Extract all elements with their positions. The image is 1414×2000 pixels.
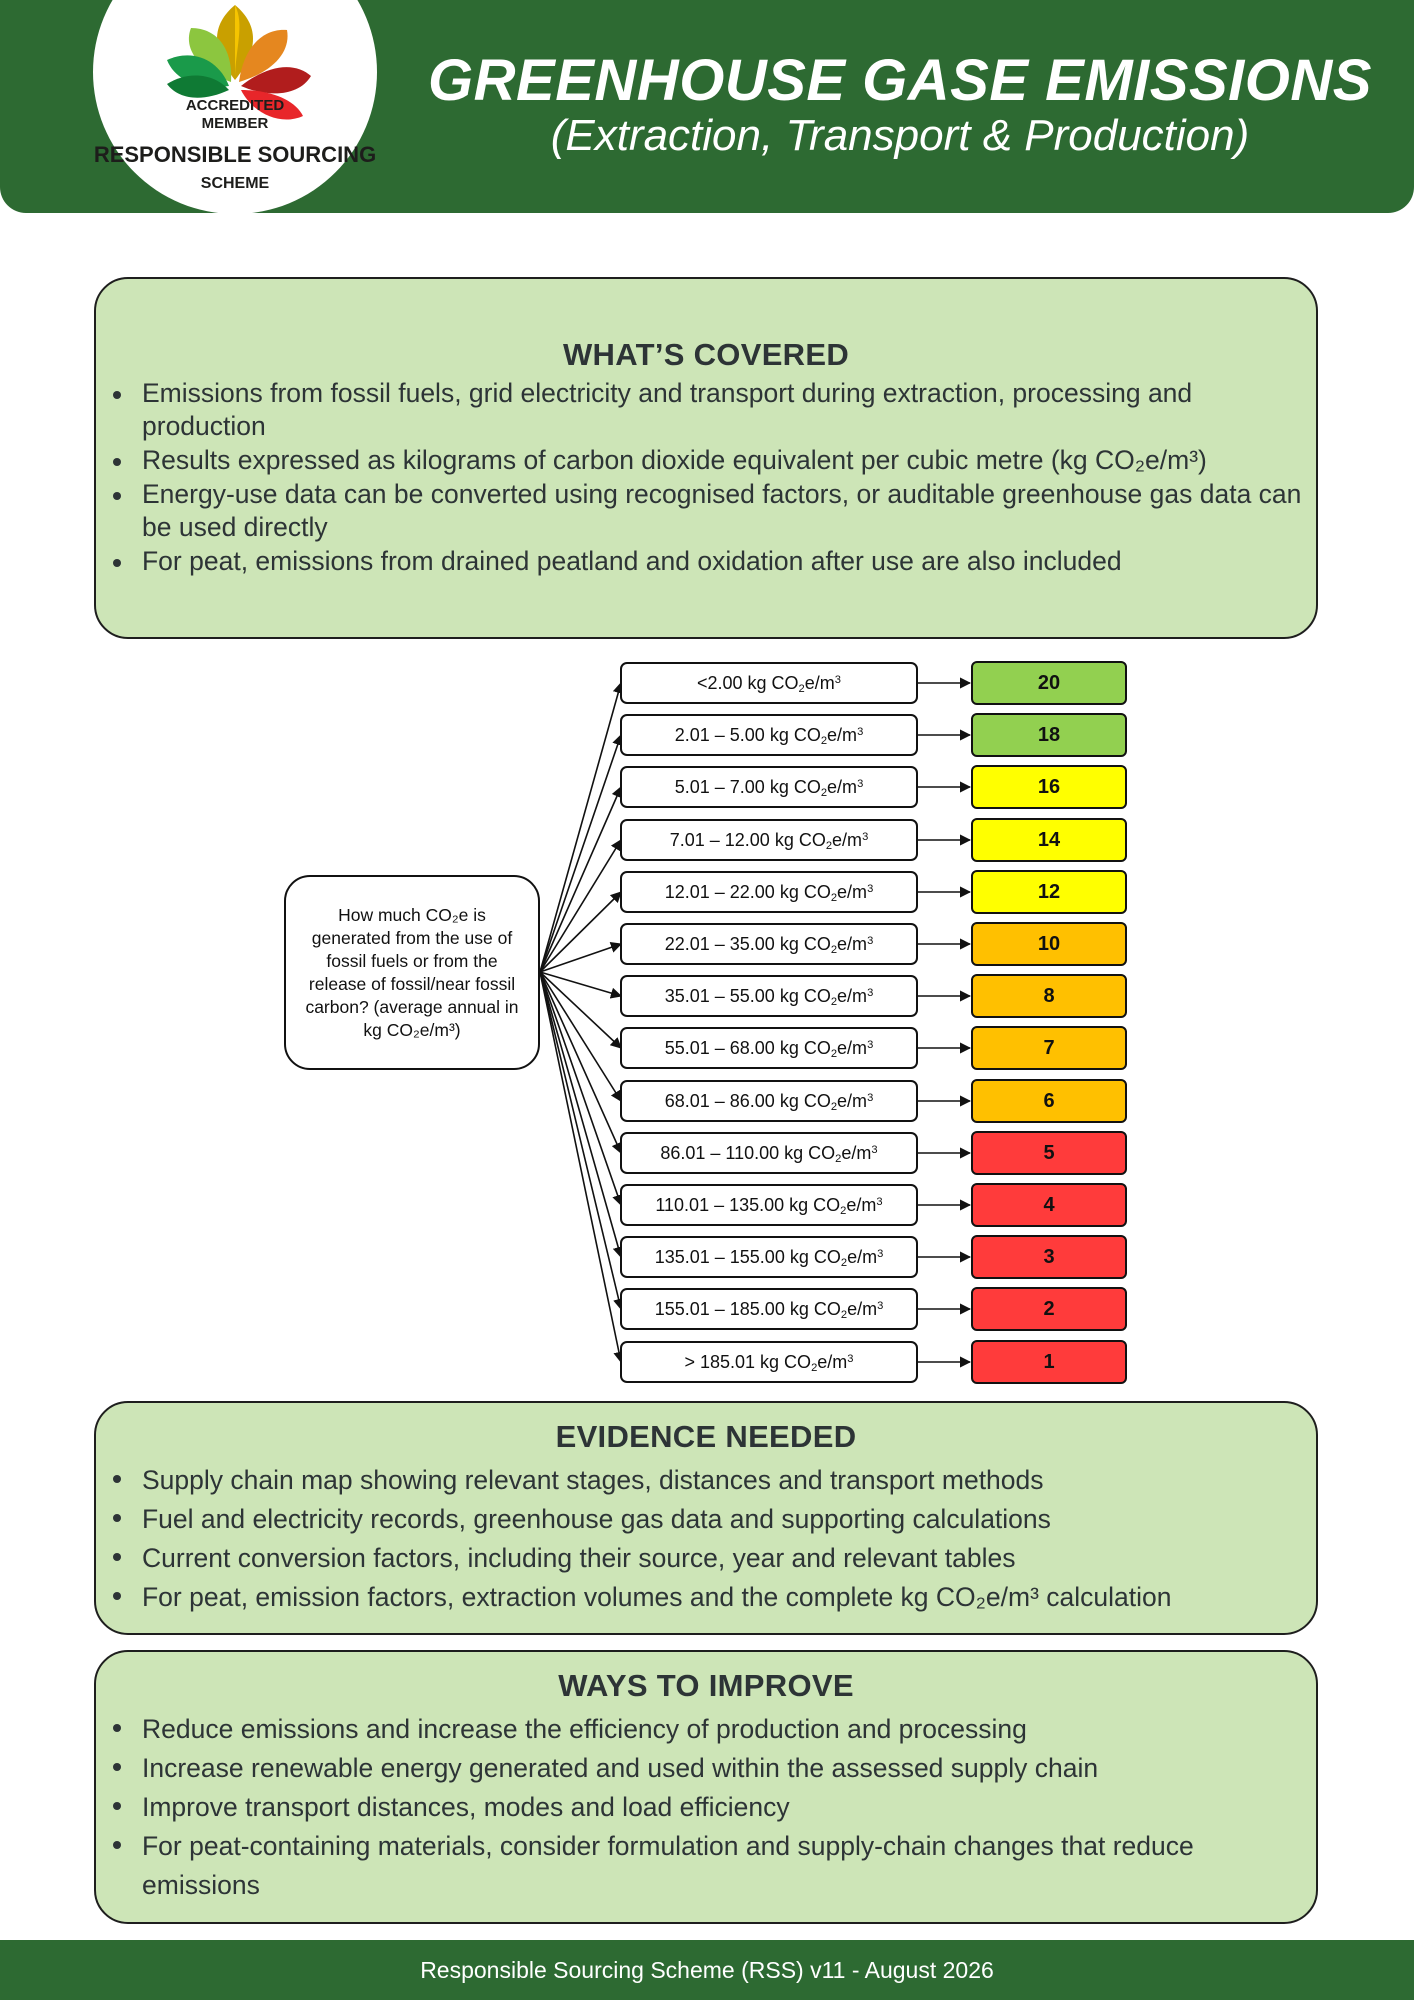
list-item: Improve transport distances, modes and load efficiency — [142, 1788, 1316, 1827]
score-box: 7 — [971, 1026, 1127, 1070]
range-value: 55.01 – 68.00 — [664, 1037, 775, 1058]
fan-arrow — [540, 735, 621, 972]
score-box: 20 — [971, 661, 1127, 705]
score-box: 4 — [971, 1183, 1127, 1227]
range-value: 7.01 – 12.00 — [669, 829, 770, 850]
page-subtitle: (Extraction, Transport & Production) — [550, 111, 1250, 160]
range-unit: kg $CO_2e/m^3$ — [779, 1142, 878, 1165]
range-box — [620, 662, 918, 704]
page-title: GREENHOUSE GASE EMISSIONS — [428, 48, 1372, 113]
range-value: 135.01 – 155.00 — [654, 1246, 785, 1267]
fan-arrow — [540, 972, 621, 1257]
score-box: 14 — [971, 818, 1127, 862]
score-box: 12 — [971, 870, 1127, 914]
list-item: Reduce emissions and increase the efficiency of production and processing — [142, 1710, 1316, 1749]
evidence-list — [96, 1461, 1316, 1617]
range-box — [620, 1341, 918, 1383]
logo-line2: MEMBER — [201, 115, 269, 132]
list-item: Emissions from fossil fuels, grid electricity and transport during extraction, processing and production — [142, 377, 1316, 443]
improve-list — [96, 1710, 1316, 1905]
range-box — [620, 871, 918, 913]
score-box: 18 — [971, 713, 1127, 757]
list-item: Results expressed as kilograms of carbon dioxide equivalent per cubic metre (kg CO₂e/m³) — [142, 444, 1316, 477]
evidence-panel — [94, 1401, 1318, 1635]
score-box: 10 — [971, 922, 1127, 966]
range-unit: kg $CO_2e/m^3$ — [769, 829, 869, 852]
range-box — [620, 1080, 918, 1122]
list-item: Supply chain map showing relevant stages, distances and transport methods — [142, 1461, 1316, 1500]
fan-arrow — [540, 683, 621, 972]
score-box: 16 — [971, 765, 1127, 809]
range-value: 12.01 – 22.00 — [664, 881, 775, 902]
range-unit: kg $CO_2e/m^3$ — [755, 1351, 854, 1374]
list-item: For peat-containing materials, consider formulation and supply-chain changes that reduce emissions — [142, 1827, 1316, 1905]
score-box: 3 — [971, 1235, 1127, 1279]
question-text: How much CO₂e is generated from the use of fossil fuels or from the release of fossil/near fossil carbon? (average annual in kg CO₂e/m³) — [305, 904, 519, 1040]
score-box: 8 — [971, 974, 1127, 1018]
range-value: 35.01 – 55.00 — [664, 985, 775, 1006]
range-unit: kg $CO_2e/m^3$ — [784, 1194, 883, 1217]
range-value: 110.01 – 135.00 — [655, 1194, 785, 1215]
range-value: 155.01 – 185.00 — [654, 1298, 785, 1319]
list-item: Current conversion factors, including their source, year and relevant tables — [142, 1539, 1316, 1578]
improve-panel — [94, 1650, 1318, 1924]
range-unit: kg $CO_2e/m^3$ — [764, 776, 864, 799]
range-unit: kg $CO_2e/m^3$ — [742, 672, 841, 695]
range-unit: kg $CO_2e/m^3$ — [774, 1090, 874, 1113]
list-item: For peat, emission factors, extraction volumes and the complete kg CO₂e/m³ calculation — [142, 1578, 1316, 1617]
range-box — [620, 766, 918, 808]
fan-arrow — [540, 972, 621, 1362]
list-item: Fuel and electricity records, greenhouse gas data and supporting calculations — [142, 1500, 1316, 1539]
range-unit: kg $CO_2e/m^3$ — [784, 1298, 884, 1321]
fan-arrow — [540, 840, 621, 972]
covered-heading: WHAT’S COVERED — [562, 337, 850, 372]
list-item: Energy-use data can be converted using recognised factors, or auditable greenhouse gas data can be used directly — [142, 478, 1316, 544]
score-box: 6 — [971, 1079, 1127, 1123]
fan-arrow — [540, 787, 621, 972]
range-box — [620, 1132, 918, 1174]
logo-line4: SCHEME — [200, 175, 270, 192]
range-value: 68.01 – 86.00 — [664, 1090, 775, 1111]
range-box — [620, 1236, 918, 1278]
range-box — [620, 1027, 918, 1069]
range-box — [620, 819, 918, 861]
range-unit: kg $CO_2e/m^3$ — [774, 881, 874, 904]
fan-arrow — [540, 972, 621, 1309]
range-unit: kg $CO_2e/m^3$ — [774, 1037, 874, 1060]
range-value: <2.00 — [696, 672, 743, 693]
logo-line3: RESPONSIBLE SOURCING — [93, 142, 377, 167]
improve-heading: WAYS TO IMPROVE — [558, 1668, 854, 1703]
range-unit: kg $CO_2e/m^3$ — [784, 1246, 884, 1269]
score-box: 2 — [971, 1287, 1127, 1331]
footer-text: Responsible Sourcing Scheme (RSS) v11 - August 2026 — [420, 1957, 994, 1983]
fan-arrow — [540, 944, 621, 972]
score-box: 5 — [971, 1131, 1127, 1175]
range-value: 5.01 – 7.00 — [674, 776, 765, 797]
list-item: For peat, emissions from drained peatland and oxidation after use are also included — [142, 545, 1316, 578]
list-item: Increase renewable energy generated and used within the assessed supply chain — [142, 1749, 1316, 1788]
score-box: 1 — [971, 1340, 1127, 1384]
range-unit: kg $CO_2e/m^3$ — [774, 933, 874, 956]
range-box — [620, 923, 918, 965]
fan-arrow — [540, 892, 621, 972]
question-box — [284, 875, 540, 1070]
range-box — [620, 1288, 918, 1330]
evidence-heading: EVIDENCE NEEDED — [555, 1419, 857, 1454]
range-box — [620, 714, 918, 756]
range-value: 22.01 – 35.00 — [664, 933, 775, 954]
range-box — [620, 975, 918, 1017]
range-unit: kg $CO_2e/m^3$ — [774, 985, 874, 1008]
fan-arrow — [540, 972, 621, 1153]
logo-line1: ACCREDITED — [185, 97, 285, 114]
range-value: 86.01 – 110.00 — [660, 1142, 780, 1163]
range-box — [620, 1184, 918, 1226]
range-unit: kg $CO_2e/m^3$ — [764, 724, 864, 747]
range-value: 2.01 – 5.00 — [674, 724, 765, 745]
range-value: > 185.01 — [684, 1351, 756, 1372]
footer — [0, 1940, 1414, 2000]
